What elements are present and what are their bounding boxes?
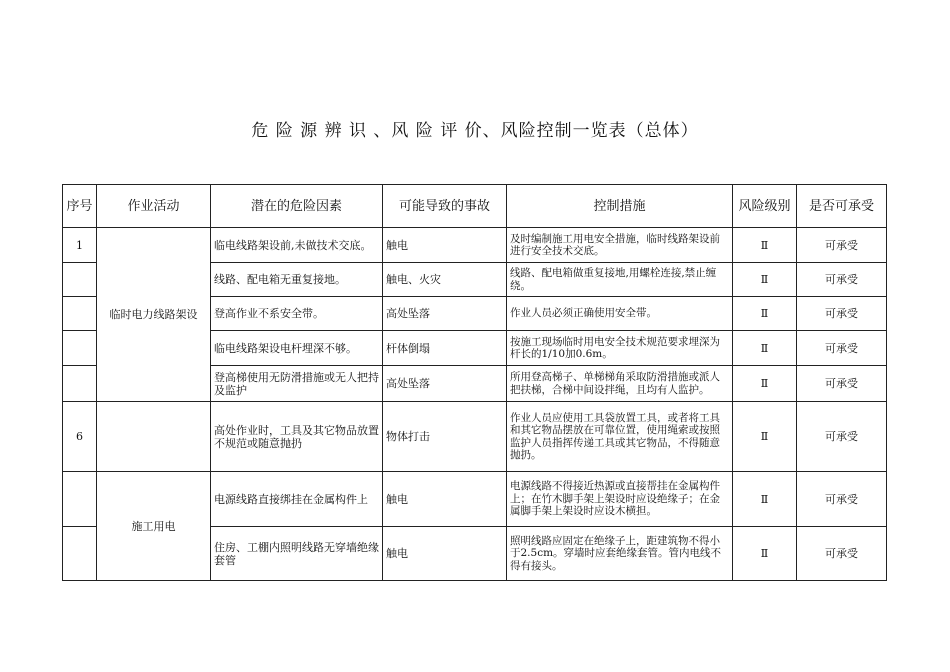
accept-cell: 可承受 (797, 472, 887, 527)
accept-cell: 可承受 (797, 263, 887, 297)
row-no (63, 472, 97, 527)
accept-cell: 可承受 (797, 297, 887, 331)
accept-cell: 可承受 (797, 527, 887, 581)
row-no (63, 366, 97, 402)
activity-cell: 施工用电 (97, 472, 211, 581)
header-row (63, 185, 887, 228)
activity-cell (97, 402, 211, 472)
level-cell: Ⅱ (733, 472, 797, 527)
row-no (63, 263, 97, 297)
row-no: 1 (63, 228, 97, 263)
accept-cell: 可承受 (797, 331, 887, 366)
level-cell: Ⅱ (733, 402, 797, 472)
activity-cell: 临时电力线路架设 (97, 228, 211, 402)
header-hazard: 潜在的危险因素 (211, 185, 383, 228)
hazard-cell: 高处作业时，工具及其它物品放置不规范或随意抛扔 (211, 402, 383, 472)
level-cell: Ⅱ (733, 263, 797, 297)
row-no: 6 (63, 402, 97, 472)
accident-cell: 触电 (383, 472, 507, 527)
hazard-cell: 临电线路架设电杆埋深不够。 (211, 331, 383, 366)
table-row (63, 228, 887, 263)
hazard-cell: 电源线路直接绑挂在金属构件上 (211, 472, 383, 527)
accident-cell: 触电 (383, 527, 507, 581)
accept-cell: 可承受 (797, 366, 887, 402)
accident-cell: 杆体倒塌 (383, 331, 507, 366)
measure-cell: 作业人员应使用工具袋放置工具，或者将工具和其它物品摆放在可靠位置，使用绳索或按照监护人员指挥传递工具或其它物品，不得随意抛扔。 (507, 402, 733, 472)
accept-cell: 可承受 (797, 402, 887, 472)
hazard-cell: 线路、配电箱无重复接地。 (211, 263, 383, 297)
level-cell: Ⅱ (733, 297, 797, 331)
header-accept: 是否可承受 (797, 185, 887, 228)
level-cell: Ⅱ (733, 228, 797, 263)
hazard-cell: 登高梯使用无防滑措施或无人把持及监护 (211, 366, 383, 402)
accident-cell: 触电 (383, 228, 507, 263)
measure-cell: 照明线路应固定在绝缘子上，距建筑物不得小于2.5cm。穿墙时应套绝缘套管。管内电线不得有接头。 (507, 527, 733, 581)
row-no (63, 297, 97, 331)
table-row (63, 402, 887, 472)
measure-cell: 按施工现场临时用电安全技术规范要求埋深为杆长的1/10加0.6m。 (507, 331, 733, 366)
measure-cell: 电源线路不得接近热源或直接帮挂在金属构件上；在竹木脚手架上架设时应设绝缘子；在金属脚手架上架设时应设木横担。 (507, 472, 733, 527)
accept-cell: 可承受 (797, 228, 887, 263)
measure-cell: 线路、配电箱做重复接地,用螺栓连接,禁止缠绕。 (507, 263, 733, 297)
header-measure: 控制措施 (507, 185, 733, 228)
accident-cell: 高处坠落 (383, 366, 507, 402)
level-cell: Ⅱ (733, 366, 797, 402)
row-no (63, 331, 97, 366)
hazard-cell: 登高作业不系安全带。 (211, 297, 383, 331)
measure-cell: 作业人员必须正确使用安全带。 (507, 297, 733, 331)
level-cell: Ⅱ (733, 331, 797, 366)
hazard-cell: 临电线路架设前,未做技术交底。 (211, 228, 383, 263)
accident-cell: 高处坠落 (383, 297, 507, 331)
level-cell: Ⅱ (733, 527, 797, 581)
accident-cell: 触电、火灾 (383, 263, 507, 297)
measure-cell: 及时编制施工用电安全措施，临时线路架设前进行安全技术交底。 (507, 228, 733, 263)
measure-cell: 所用登高梯子、单梯梯角采取防滑措施或派人把扶梯，合梯中间设拌绳，且均有人监护。 (507, 366, 733, 402)
header-no: 序号 (63, 185, 97, 228)
row-no (63, 527, 97, 581)
hazard-cell: 住房、工棚内照明线路无穿墙绝缘套管 (211, 527, 383, 581)
header-activity: 作业活动 (97, 185, 211, 228)
table-row (63, 472, 887, 527)
header-accident: 可能导致的事故 (383, 185, 507, 228)
risk-table (62, 184, 887, 581)
page-title: 危 险 源 辨 识 、风 险 评 价、风险控制一览表（总体） (251, 121, 699, 141)
accident-cell: 物体打击 (383, 402, 507, 472)
header-level: 风险级别 (733, 185, 797, 228)
